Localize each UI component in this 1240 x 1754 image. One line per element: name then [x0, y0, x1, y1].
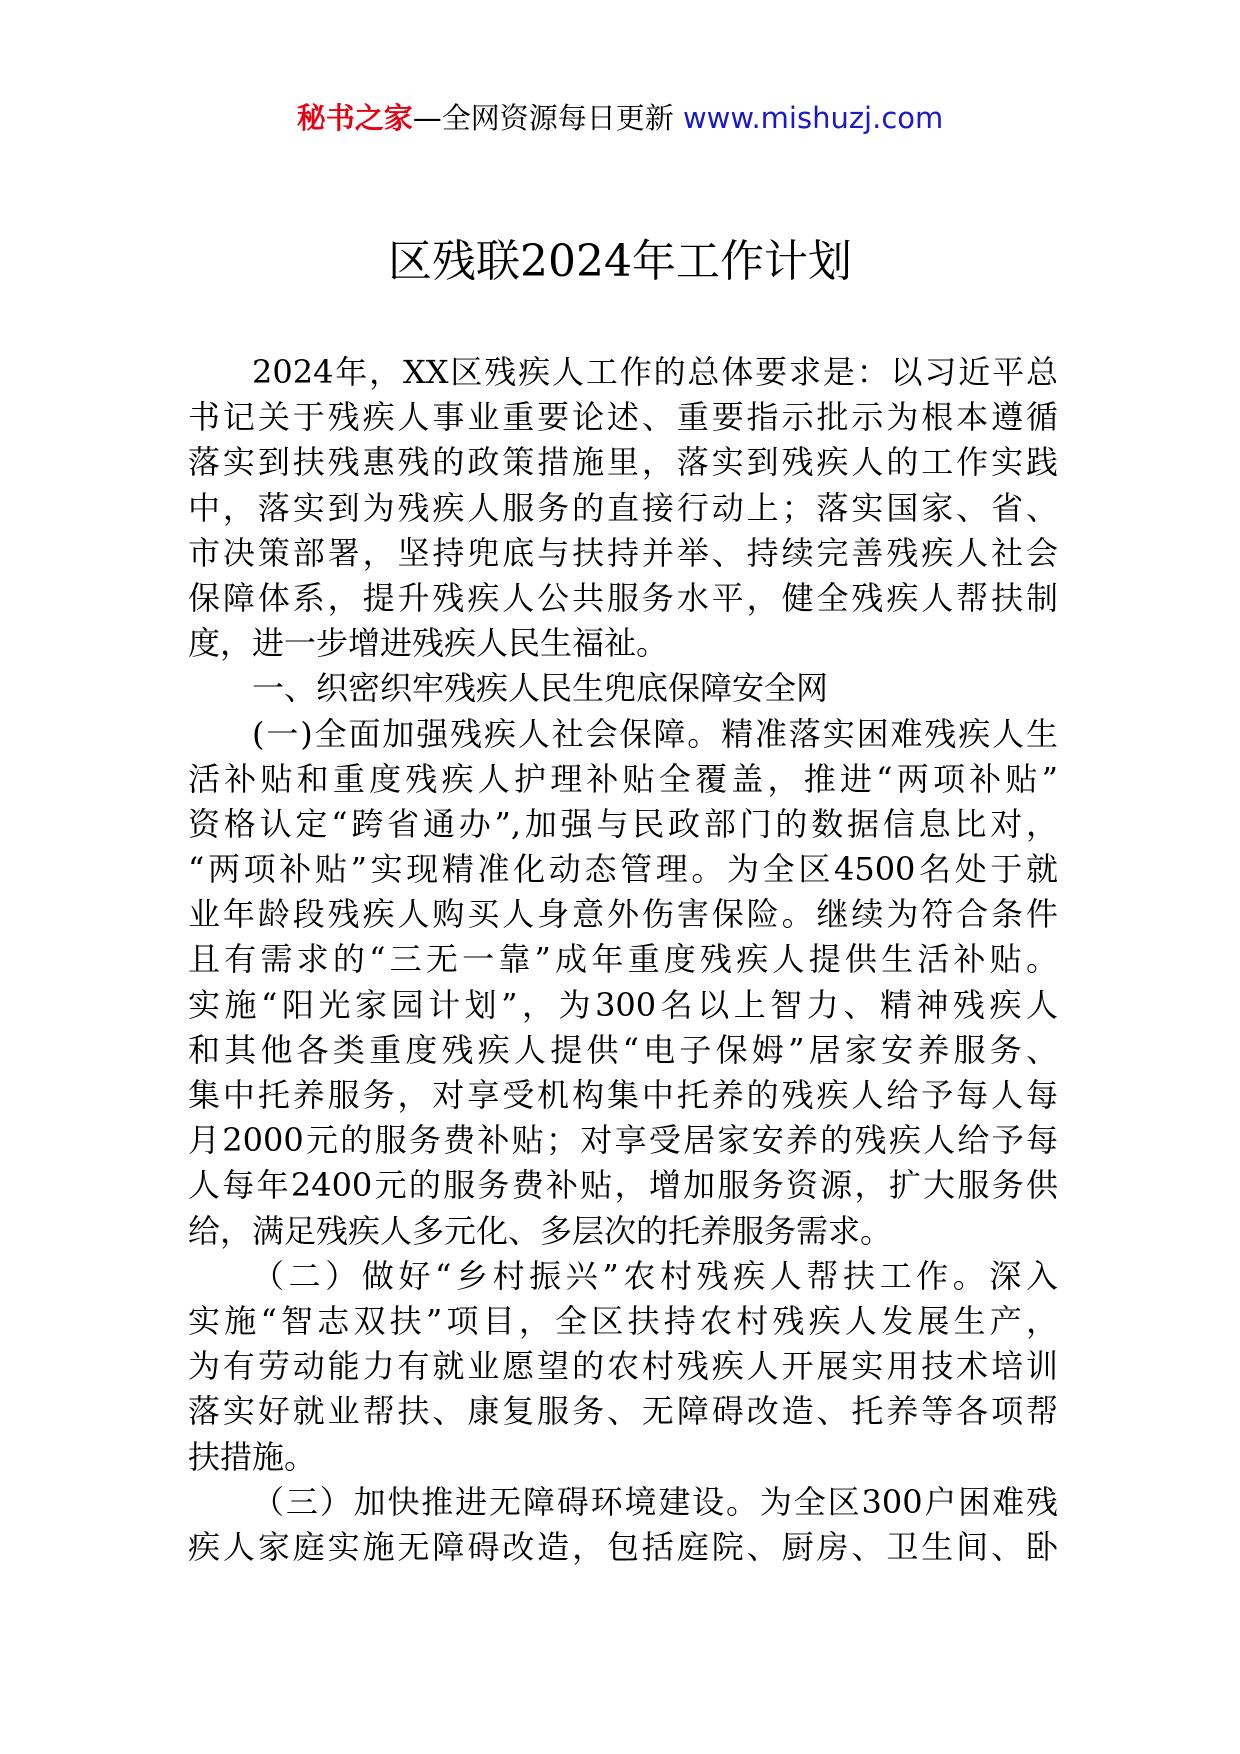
text-line: 落实好就业帮扶、康复服务、无障碍改造、托养等各项帮	[188, 1392, 1058, 1431]
text-line: 和其他各类重度残疾人提供“电子保姆”居家安养服务、	[188, 1030, 1058, 1069]
site-slogan: —全网资源每日更新	[412, 101, 683, 135]
text-line: 中，落实到为残疾人服务的直接行动上；落实国家、省、	[188, 488, 1058, 527]
text-line: 市决策部署，坚持兜底与扶持并举、持续完善残疾人社会	[188, 533, 1058, 572]
text-line: 疾人家庭实施无障碍改造，包括庭院、厨房、卫生间、卧	[188, 1527, 1058, 1566]
text-line: 人每年2400元的服务费补贴，增加服务资源，扩大服务供	[188, 1166, 1058, 1205]
text-line: 落实到扶残惠残的政策措施里，落实到残疾人的工作实践	[188, 443, 1058, 482]
text-line: 给，满足残疾人多元化、多层次的托养服务需求。	[188, 1211, 893, 1250]
text-line: 为有劳动能力有就业愿望的农村残疾人开展实用技术培训	[188, 1347, 1058, 1386]
text-line: （二）做好“乡村振兴”农村残疾人帮扶工作。深入	[252, 1256, 1058, 1295]
text-line: 且有需求的“三无一靠”成年重度残疾人提供生活补贴。	[188, 940, 1058, 979]
text-line: 度，进一步增进残疾人民生福祉。	[188, 624, 669, 663]
text-line: 活补贴和重度残疾人护理补贴全覆盖，推进“两项补贴”	[188, 759, 1058, 798]
section-heading: 一、织密织牢残疾人民生兜底保障安全网	[252, 669, 829, 708]
text-line: 集中托养服务，对享受机构集中托养的残疾人给予每人每	[188, 1076, 1058, 1114]
text-line: 业年龄段残疾人购买人身意外伤害保险。继续为符合条件	[188, 895, 1058, 934]
text-line: （三）加快推进无障碍环境建设。为全区300户困难残	[252, 1482, 1058, 1521]
text-line: 扶措施。	[188, 1437, 317, 1476]
text-line: 资格认定“跨省通办”,加强与民政部门的数据信息比对，	[188, 804, 1058, 843]
text-line: “两项补贴”实现精准化动态管理。为全区4500名处于就	[188, 850, 1058, 889]
text-line: 月2000元的服务费补贴；对享受居家安养的残疾人给予每	[188, 1121, 1058, 1160]
text-line: 书记关于残疾人事业重要论述、重要指示批示为根本遵循	[188, 398, 1058, 437]
site-header	[0, 98, 1240, 138]
text-line: (一)全面加强残疾人社会保障。精准落实困难残疾人生	[252, 714, 1058, 753]
document-body	[188, 350, 1058, 1570]
text-line: 实施“智志双扶”项目，全区扶持农村残疾人发展生产，	[188, 1301, 1058, 1340]
text-line: 实施“阳光家园计划”，为300名以上智力、精神残疾人	[188, 985, 1058, 1024]
document-title: 区残联2024年工作计划	[388, 236, 852, 287]
site-brand: 秘书之家	[296, 101, 413, 135]
text-line: 保障体系，提升残疾人公共服务水平，健全残疾人帮扶制	[188, 578, 1058, 617]
site-url-link[interactable]: www.mishuzj.com	[682, 101, 944, 135]
text-line: 2024年，XX区残疾人工作的总体要求是：以习近平总	[252, 353, 1058, 391]
